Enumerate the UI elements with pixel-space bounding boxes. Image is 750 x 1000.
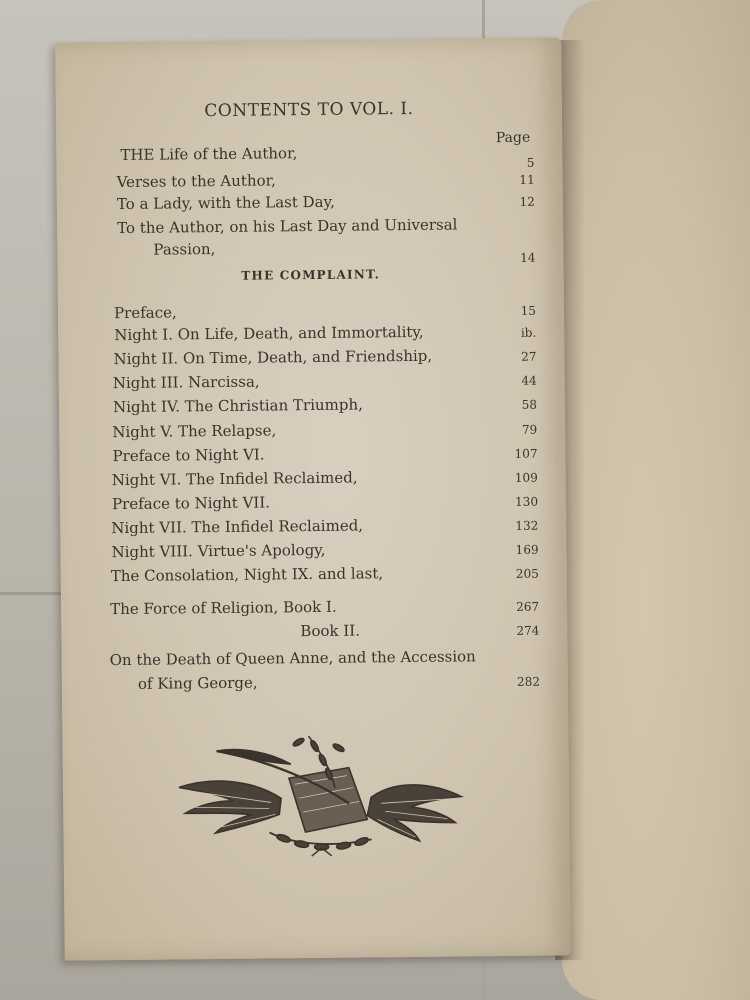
- contents-title: CONTENTS TO VOL. I.: [204, 98, 414, 122]
- toc-entry-title: To a Lady, with the Last Day,: [116, 192, 335, 214]
- toc-entry-page: 79: [521, 422, 538, 437]
- contents-page: [55, 37, 571, 960]
- toc-entry: [114, 300, 536, 322]
- toc-entry-title: Preface to Night VII.: [111, 493, 271, 514]
- toc-entry-page: 107: [514, 446, 538, 461]
- toc-entry: [117, 191, 535, 213]
- toc-entry-title: The Force of Religion, Book I.: [110, 597, 337, 619]
- toc-entry: [117, 215, 535, 237]
- right-page: [562, 0, 750, 1000]
- toc-entry-page: 267: [516, 599, 540, 614]
- toc-entry-page: 44: [521, 373, 537, 388]
- toc-entry: [110, 671, 540, 694]
- toc-entry-page: ib.: [520, 325, 537, 340]
- toc-entry-page: 169: [515, 542, 539, 557]
- toc-entry-title: Night VI. The Infidel Reclaimed,: [111, 468, 358, 490]
- toc-entry: [113, 370, 537, 392]
- toc-entry-title: To the Author, on his Last Day and Universal: [117, 215, 458, 238]
- winged-quill-wreath-icon: [170, 726, 471, 859]
- toc-entry-title: Verses to the Author,: [116, 171, 276, 192]
- toc-entry-title: Preface,: [113, 303, 177, 323]
- toc-entry-page: 12: [519, 194, 535, 209]
- toc-entry: [112, 467, 538, 489]
- toc-entry: [112, 491, 538, 513]
- toc-entry-title: THE Life of the Author,: [120, 144, 298, 164]
- section-heading: THE COMPLAINT.: [241, 267, 381, 283]
- toc-entry-page: 58: [521, 397, 538, 412]
- toc-entry-page: 282: [516, 674, 540, 689]
- toc-entry-page: 109: [514, 470, 538, 485]
- toc-entry-page: 5: [526, 155, 535, 170]
- toc-entry: [116, 142, 535, 170]
- toc-entry-page: 27: [521, 349, 537, 364]
- toc-entry: [110, 620, 539, 642]
- toc-entry-page: 274: [516, 623, 540, 638]
- toc-entry: [117, 237, 536, 265]
- toc-entry-page: 11: [519, 172, 535, 187]
- toc-entry: [110, 596, 539, 618]
- toc-entry: [111, 515, 538, 537]
- toc-entry-title: of King George,: [137, 673, 258, 693]
- toc-entry-title: Night II. On Time, Death, and Friendship,: [113, 346, 433, 369]
- toc-entry: [111, 539, 538, 561]
- toc-entry: [112, 419, 537, 441]
- toc-entry-title: Night VII. The Infidel Reclaimed,: [111, 516, 364, 538]
- toc-entry-title: Night V. The Relapse,: [112, 421, 277, 442]
- toc-entry: [113, 394, 537, 416]
- toc-entry-title: Night IV. The Christian Triumph,: [112, 395, 363, 417]
- toc-entry-page: 14: [520, 250, 536, 265]
- toc-entry-page: 130: [515, 494, 539, 509]
- toc-entry-title: Preface to Night VI.: [112, 445, 265, 466]
- page-column-label: Page: [495, 129, 531, 147]
- toc-entry-page: 205: [515, 566, 539, 581]
- toc-entry-title: On the Death of Queen Anne, and the Accession: [109, 647, 476, 670]
- toc-entry: [114, 322, 536, 344]
- toc-entry-title: The Consolation, Night IX. and last,: [110, 564, 384, 586]
- toc-entry: [117, 169, 535, 191]
- toc-entry: [110, 647, 540, 670]
- toc-entry-page: 132: [515, 518, 539, 533]
- toc-entry-title: Night III. Narcissa,: [112, 372, 260, 393]
- toc-entry: [112, 443, 537, 465]
- toc-entry: [111, 563, 539, 585]
- toc-entry-title: Book II.: [300, 621, 361, 641]
- toc-entry-title: Night VIII. Virtue's Apology,: [111, 540, 326, 562]
- toc-entry-title: Night I. On Life, Death, and Immortality,: [114, 322, 424, 345]
- toc-entry-page: 15: [520, 303, 537, 318]
- toc-entry-title: Passion,: [153, 240, 216, 259]
- toc-entry: [113, 346, 536, 368]
